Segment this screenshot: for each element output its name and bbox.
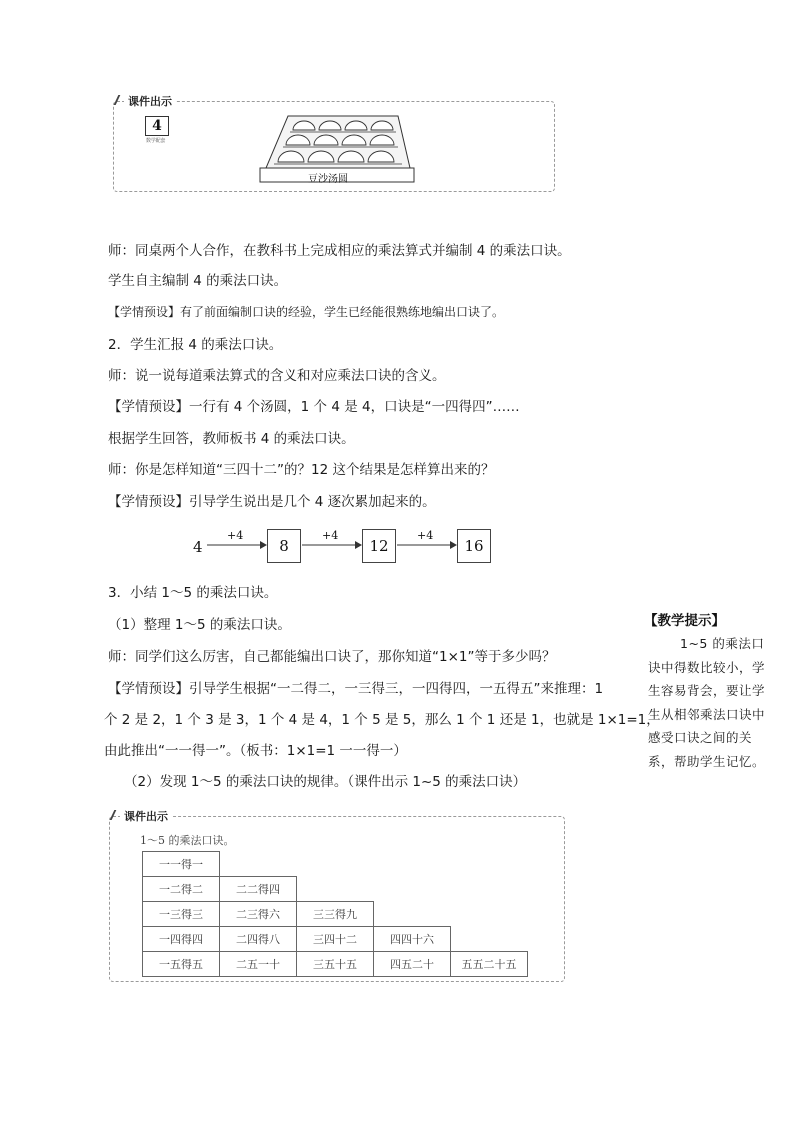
table-cell: 二五一十 xyxy=(220,952,297,977)
courseware-tag-1: 课件出示 xyxy=(124,93,176,109)
flow-arrow xyxy=(302,540,362,550)
teaching-tip-body: 1~5 的乘法口诀中得数比较小，学生容易背会，要让学生从相邻乘法口诀中感受口诀之间的关系，帮助学生记忆。 xyxy=(648,636,766,769)
table-cell: 一一得一 xyxy=(143,852,220,877)
flow-step-label: +4 xyxy=(322,529,339,542)
text-line-14: 个 2 是 2，1 个 3 是 3，1 个 4 是 4，1 个 5 是 5，那么 1 个 1 还是 1，也就是 1×1=1， xyxy=(104,712,660,728)
table-cell: 一五得五 xyxy=(143,952,220,977)
flow-start-value: 4 xyxy=(193,538,203,556)
table-cell: 二四得八 xyxy=(220,927,297,952)
table-cell: 二三得六 xyxy=(220,902,297,927)
flow-value-box: 8 xyxy=(267,529,301,563)
example-number-badge: 4 xyxy=(145,116,169,136)
table-row xyxy=(143,902,528,927)
text-line-16: （2）发现 1～5 的乘法口诀的规律。（课件出示 1~5 的乘法口诀） xyxy=(124,774,527,790)
table-cell: 二二得四 xyxy=(220,877,297,902)
text-line-1: 师：同桌两个人合作，在教科书上完成相应的乘法算式并编制 4 的乘法口诀。 xyxy=(108,243,571,259)
flow-arrow xyxy=(207,540,267,550)
flow-value-box: 16 xyxy=(457,529,491,563)
table-row xyxy=(143,927,528,952)
text-line-5: 师：说一说每道乘法算式的含义和对应乘法口诀的含义。 xyxy=(108,368,446,384)
example-number-subtext: 数学配套 xyxy=(146,138,166,144)
table-cell: 一四得四 xyxy=(143,927,220,952)
flow-arrow xyxy=(397,540,457,550)
table-cell: 一二得二 xyxy=(143,877,220,902)
text-line-9: 【学情预设】引导学生说出是几个 4 逐次累加起来的。 xyxy=(108,494,436,510)
table-cell: 一三得三 xyxy=(143,902,220,927)
table-cell: 四五二十 xyxy=(374,952,451,977)
table-cell: 四四十六 xyxy=(374,927,451,952)
text-line-7: 根据学生回答，教师板书 4 的乘法口诀。 xyxy=(108,431,355,447)
table-row xyxy=(143,877,528,902)
text-line-10: 3．小结 1～5 的乘法口诀。 xyxy=(108,585,278,601)
table-row xyxy=(143,952,528,977)
flow-step-label: +4 xyxy=(227,529,244,542)
table-cell: 三四十二 xyxy=(297,927,374,952)
text-line-2: 学生自主编制 4 的乘法口诀。 xyxy=(108,273,288,289)
table-cell: 三三得九 xyxy=(297,902,374,927)
flow-value-box: 12 xyxy=(362,529,396,563)
table-row xyxy=(143,852,528,877)
text-line-13: 【学情预设】引导学生根据“一二得二，一三得三，一四得四，一五得五”来推理：1 xyxy=(108,681,604,697)
table-cell: 五五二十五 xyxy=(451,952,528,977)
text-line-11: （1）整理 1～5 的乘法口诀。 xyxy=(108,617,291,633)
multiplication-rhyme-table xyxy=(142,851,528,977)
table-caption: 1～5 的乘法口诀。 xyxy=(140,834,235,847)
text-line-6: 【学情预设】一行有 4 个汤圆，1 个 4 是 4，口诀是“一四得四”…… xyxy=(108,399,520,415)
text-line-8: 师：你是怎样知道“三四十二”的？12 这个结果是怎样算出来的？ xyxy=(108,462,495,478)
flow-step-label: +4 xyxy=(417,529,434,542)
table-cell: 三五十五 xyxy=(297,952,374,977)
teaching-tip-title: 【教学提示】 xyxy=(644,613,725,629)
text-line-15: 由此推出“一一得一”。（板书：1×1=1 一一得一） xyxy=(104,743,407,759)
courseware-tag-2: 课件出示 xyxy=(120,808,172,824)
text-line-12: 师：同学们这么厉害，自己都能编出口诀了，那你知道“1×1”等于多少吗？ xyxy=(108,649,556,665)
tray-caption: 豆沙汤圆 xyxy=(308,174,348,185)
text-line-4: 2．学生汇报 4 的乘法口诀。 xyxy=(108,337,283,353)
text-line-3: 【学情预设】有了前面编制口诀的经验，学生已经能很熟练地编出口诀了。 xyxy=(108,305,505,319)
